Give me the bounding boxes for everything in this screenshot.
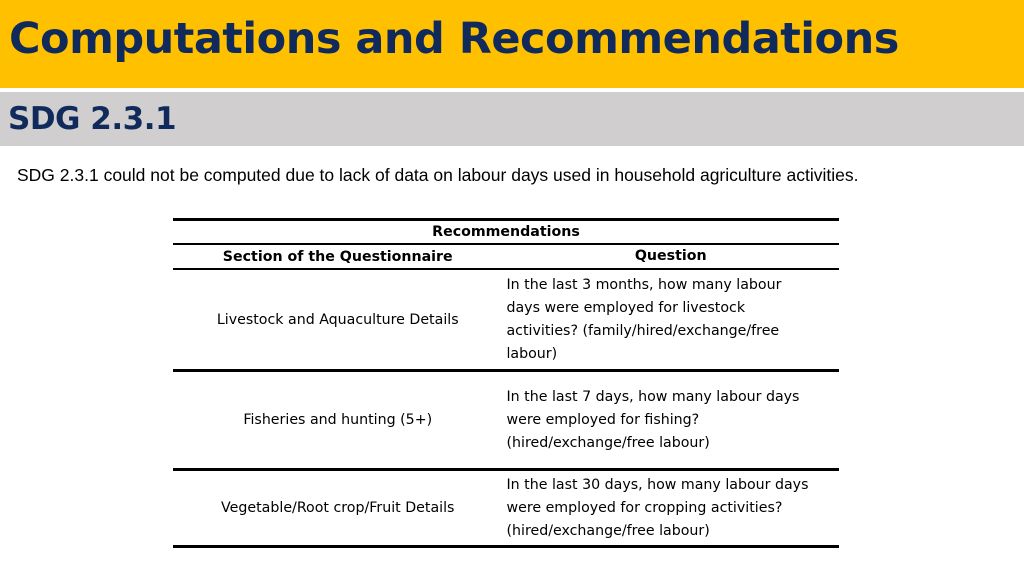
question-line: (hired/exchange/free labour)	[506, 434, 710, 451]
row-question	[502, 470, 839, 547]
recommendations-table	[173, 218, 839, 548]
question-line: In the last 30 days, how many labour days	[506, 476, 809, 493]
table-row	[173, 470, 839, 547]
question-line: activities? (family/hired/exchange/free	[506, 322, 780, 339]
table-row	[173, 269, 839, 371]
table-row	[173, 371, 839, 470]
header-section: Section of the Questionnaire	[173, 244, 502, 269]
row-question	[502, 269, 839, 371]
row-section: Fisheries and hunting (5+)	[173, 371, 502, 470]
question-line: (hired/exchange/free labour)	[506, 522, 710, 539]
table-header-row	[173, 244, 839, 269]
table-caption: Recommendations	[173, 220, 839, 245]
slide-title: Computations and Recommendations	[9, 14, 899, 64]
computation-note: SDG 2.3.1 could not be computed due to lack of data on labour days used in household agriculture activities.	[17, 165, 859, 185]
row-section: Livestock and Aquaculture Details	[173, 269, 502, 371]
slide-subtitle: SDG 2.3.1	[8, 101, 177, 137]
row-section: Vegetable/Root crop/Fruit Details	[173, 470, 502, 547]
row-question	[502, 371, 839, 470]
question-line: In the last 7 days, how many labour days	[506, 388, 800, 405]
header-question: Question	[502, 244, 839, 269]
question-line: In the last 3 months, how many labour	[506, 276, 782, 293]
question-line: were employed for fishing?	[506, 411, 700, 428]
question-line: labour)	[506, 345, 558, 362]
question-line: were employed for cropping activities?	[506, 499, 783, 516]
question-line: days were employed for livestock	[506, 299, 746, 316]
table-caption-row	[173, 220, 839, 245]
